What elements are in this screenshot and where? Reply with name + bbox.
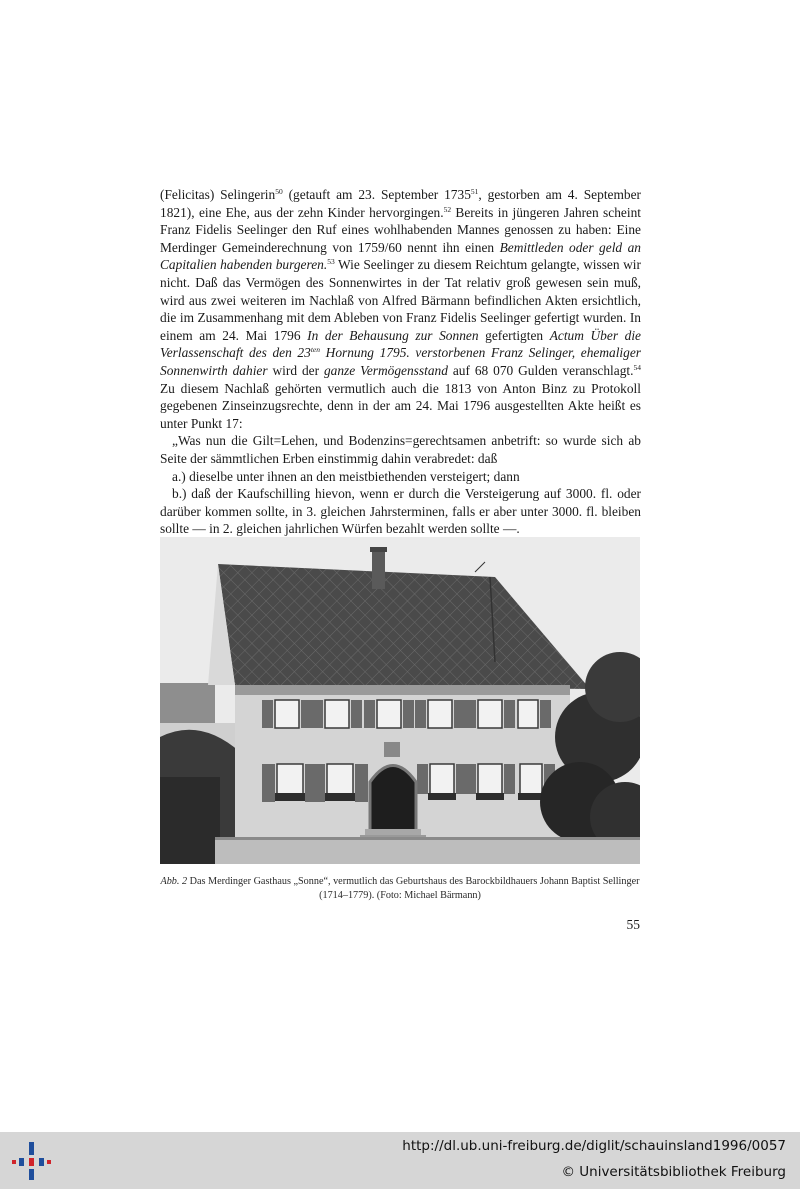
italic-citation: In der Behausung zur Sonnen [307, 327, 479, 343]
text-run: Actum Über die Verlassenschaft des den 23 [160, 327, 641, 361]
page-number: 55 [626, 917, 640, 932]
text-run: wird der [267, 362, 324, 378]
italic-citation: Bemittleden oder geld an Capitalien habenden burgeren. [160, 239, 641, 273]
text-run: (Felicitas) Selingerin [160, 187, 276, 202]
text-run: gefertigten [478, 327, 550, 343]
text-run: Bereits in jüngeren Jahren scheint Franz Fidelis Seelinger den Ruf eines wohlhabenden Mannes genossen zu haben: Eine Merdinger Gemeinderechnung von 1759/60 nennt ihn einen [160, 204, 641, 255]
figure-label: Abb. 2 [160, 876, 188, 887]
footnote-ref: 52 [443, 204, 452, 214]
paragraph-1 [160, 186, 641, 432]
copyright-notice: © Universitätsbibliothek Freiburg [561, 1164, 786, 1180]
library-logo-icon [12, 1140, 52, 1182]
text-run: Wie Seelinger zu diesem Reichtum gelangte, wissen wir nicht. Daß das Vermögen des Sonnenwirtes in der Tat relativ groß gewesen sein muß, wird aus zwei weiteren im Nachlaß von Alfred Bärmann befindlichen Akten ersichtlich, die im Zusammenhang mit dem Ableben von Franz Fidelis Seelinger gefertigt wurden. In einem am 24. Mai 1796 [160, 257, 641, 343]
building-photo [160, 537, 640, 864]
document-url[interactable]: http://dl.ub.uni-freiburg.de/diglit/schauinsland1996/0057 [402, 1138, 786, 1154]
footnote-ref: 50 [275, 187, 283, 196]
footnote-ref: 51 [470, 187, 479, 196]
text-run: Hornung 1795. verstorbenen Franz Selinger, ehemaliger Sonnenwirth dahier [160, 345, 641, 378]
text-run: Zu diesem Nachlaß gehörten vermutlich auch die 1813 von Anton Binz zu Protokoll gegebenen Zinseinzugsrechte, denn in der am 24. Mai 1796 ausgestellten Akte heißt es unter Punkt 17: [160, 380, 641, 431]
quote-paragraph-2: a.) dieselbe unter ihnen an den meistbiethenden versteigert; dann [172, 468, 520, 484]
text-run: , gestorben am 4. September 1821), eine Ehe, aus der zehn Kinder hervorgingen. [160, 187, 641, 220]
body-text [160, 186, 641, 538]
footnote-ref: 54 [633, 362, 641, 372]
figure-caption [160, 875, 640, 902]
photo-illustration [160, 537, 640, 864]
footer-bar [0, 1132, 800, 1189]
quote-paragraph-3: b.) daß der Kaufschilling hievon, wenn er durch die Versteigerung auf 3000. fl. oder darüber kommen sollte, in 3. gleichen Jahrsterminen, falls er aber unter 3000. fl. bleiben sollte — in 2. gleichen jahrlichen Würfen bezahlt werden sollte —. [160, 486, 641, 537]
text-run: (getauft am 23. September 1735 [282, 187, 471, 202]
caption-text: Das Merdinger Gasthaus „Sonne“, vermutlich das Geburtshaus des Barockbildhauers Johann Baptist Sellinger (1714–1779). (Foto: Michael Bärmann) [187, 876, 640, 901]
italic-citation: ganze Vermögensstand [323, 362, 448, 378]
quote-paragraph-1: „Was nun die Gilt=Lehen, und Bodenzins=gerechtsamen anbetrift: so wurde sich ab Seite der sämmtlichen Erben einstimmig dahin verabredet: daß [160, 433, 641, 466]
superscript: ten [310, 345, 320, 355]
footnote-ref: 53 [327, 257, 335, 267]
text-run: auf 68 070 Gulden veranschlagt. [447, 362, 634, 378]
